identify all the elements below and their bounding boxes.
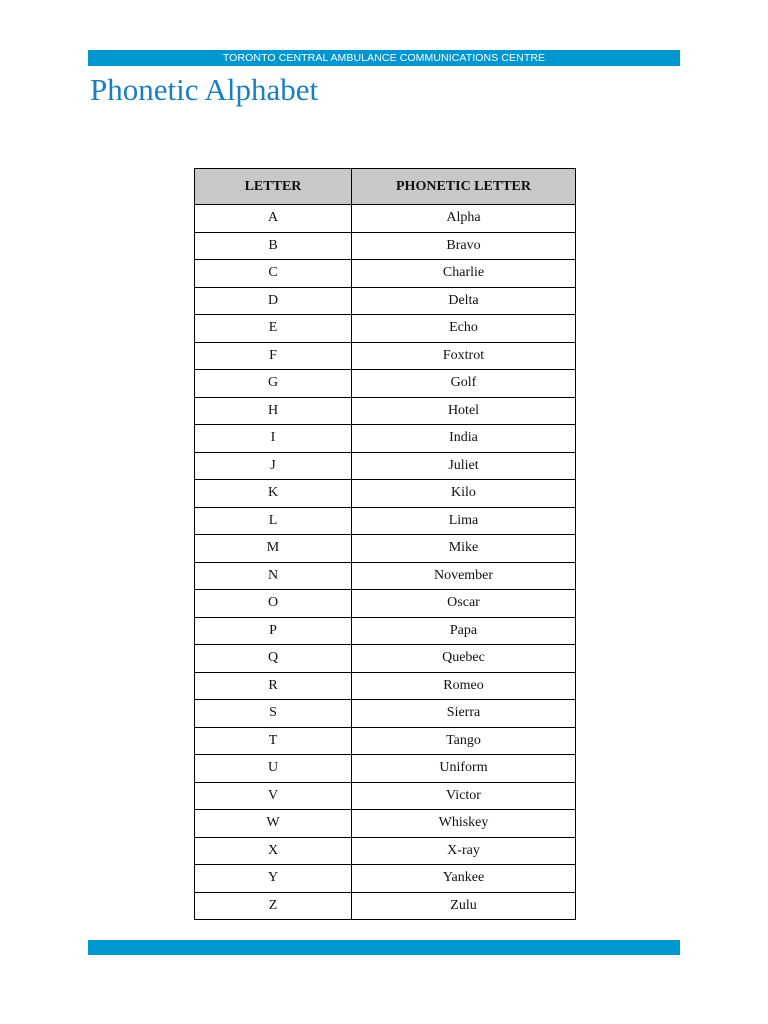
table-row (195, 507, 576, 535)
letter-cell: E (195, 315, 352, 343)
table-row (195, 315, 576, 343)
phonetic-word-cell: Hotel (352, 397, 576, 425)
letter-cell: V (195, 782, 352, 810)
column-header-phonetic-letter: PHONETIC LETTER (352, 169, 576, 205)
table-row (195, 782, 576, 810)
letter-cell: B (195, 232, 352, 260)
footer-bar (88, 940, 680, 955)
phonetic-word-cell: Papa (352, 617, 576, 645)
letter-cell: I (195, 425, 352, 453)
letter-cell: R (195, 672, 352, 700)
phonetic-word-cell: Whiskey (352, 810, 576, 838)
table-row (195, 397, 576, 425)
table-row (195, 425, 576, 453)
phonetic-word-cell: Mike (352, 535, 576, 563)
letter-cell: J (195, 452, 352, 480)
header-banner: TORONTO CENTRAL AMBULANCE COMMUNICATIONS CENTRE (88, 50, 680, 66)
letter-cell: U (195, 755, 352, 783)
table-row (195, 727, 576, 755)
table-row (195, 865, 576, 893)
table-row (195, 342, 576, 370)
phonetic-word-cell: Tango (352, 727, 576, 755)
phonetic-word-cell: Kilo (352, 480, 576, 508)
page-title: Phonetic Alphabet (90, 72, 319, 107)
phonetic-word-cell: Golf (352, 370, 576, 398)
table-row (195, 755, 576, 783)
letter-cell: T (195, 727, 352, 755)
letter-cell: F (195, 342, 352, 370)
phonetic-alphabet-table (194, 168, 576, 920)
phonetic-word-cell: Charlie (352, 260, 576, 288)
letter-cell: Q (195, 645, 352, 673)
table-row (195, 452, 576, 480)
phonetic-word-cell: Romeo (352, 672, 576, 700)
table-header-row (195, 169, 576, 205)
phonetic-word-cell: Foxtrot (352, 342, 576, 370)
letter-cell: D (195, 287, 352, 315)
table-row (195, 535, 576, 563)
phonetic-word-cell: Bravo (352, 232, 576, 260)
letter-cell: O (195, 590, 352, 618)
table-row (195, 892, 576, 920)
phonetic-word-cell: Victor (352, 782, 576, 810)
table-row (195, 480, 576, 508)
phonetic-word-cell: November (352, 562, 576, 590)
phonetic-word-cell: Juliet (352, 452, 576, 480)
table-row (195, 205, 576, 233)
letter-cell: W (195, 810, 352, 838)
table-row (195, 810, 576, 838)
table-row (195, 287, 576, 315)
letter-cell: N (195, 562, 352, 590)
phonetic-word-cell: Echo (352, 315, 576, 343)
letter-cell: S (195, 700, 352, 728)
table-row (195, 562, 576, 590)
phonetic-word-cell: Quebec (352, 645, 576, 673)
letter-cell: P (195, 617, 352, 645)
letter-cell: K (195, 480, 352, 508)
table-row (195, 700, 576, 728)
phonetic-word-cell: Yankee (352, 865, 576, 893)
letter-cell: C (195, 260, 352, 288)
table-row (195, 645, 576, 673)
letter-cell: L (195, 507, 352, 535)
phonetic-word-cell: Uniform (352, 755, 576, 783)
table-row (195, 672, 576, 700)
table-row (195, 590, 576, 618)
letter-cell: Y (195, 865, 352, 893)
table-row (195, 260, 576, 288)
phonetic-word-cell: X-ray (352, 837, 576, 865)
phonetic-word-cell: Oscar (352, 590, 576, 618)
table-row (195, 617, 576, 645)
letter-cell: A (195, 205, 352, 233)
table-body (195, 205, 576, 920)
table-row (195, 370, 576, 398)
phonetic-word-cell: Delta (352, 287, 576, 315)
letter-cell: H (195, 397, 352, 425)
column-header-letter: LETTER (195, 169, 352, 205)
phonetic-word-cell: Alpha (352, 205, 576, 233)
letter-cell: M (195, 535, 352, 563)
phonetic-word-cell: Zulu (352, 892, 576, 920)
phonetic-word-cell: Lima (352, 507, 576, 535)
phonetic-word-cell: India (352, 425, 576, 453)
table-row (195, 232, 576, 260)
letter-cell: G (195, 370, 352, 398)
phonetic-word-cell: Sierra (352, 700, 576, 728)
letter-cell: X (195, 837, 352, 865)
table-row (195, 837, 576, 865)
phonetic-table-container (194, 168, 575, 920)
letter-cell: Z (195, 892, 352, 920)
